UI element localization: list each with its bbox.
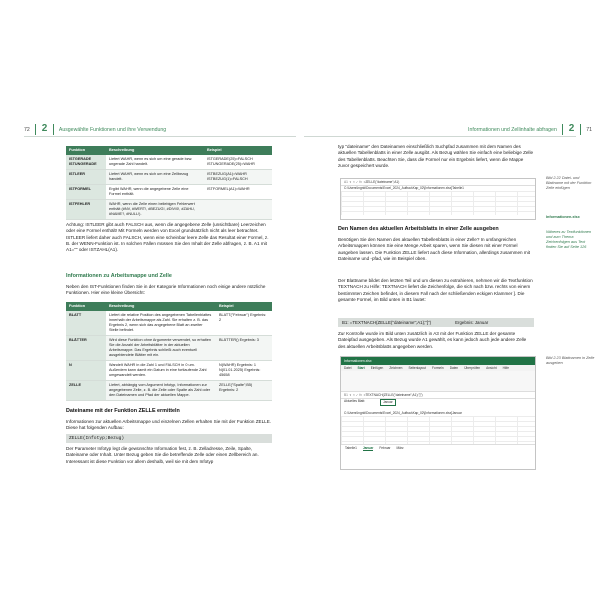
- menu-item-daten[interactable]: Daten: [449, 366, 459, 370]
- table-header: Beschreibung: [106, 146, 204, 155]
- cell-a1: Aktuelles Blatt:: [344, 399, 366, 403]
- formula-text: B1: =TEXTNACH(ZELLE("dateiname";A1);"]"): [342, 320, 432, 325]
- menu-item-zeichnen[interactable]: Zeichnen: [389, 366, 403, 370]
- menu-item-formeln[interactable]: Formeln: [431, 366, 444, 370]
- excel-screenshot-filename: [340, 178, 536, 220]
- cell-a3: C:\Users\Ingrid\Documents\Excel_2024_Aufbau\Kap_02\[Informationen.xlsx]Januar: [344, 411, 462, 415]
- menu-item-hilfe[interactable]: Hilfe: [502, 366, 509, 370]
- body-paragraph: Der Parameter Infotyp legt die gewünschte Information fest, z. B. Zelladresse, Zeile, Spalte, Dateiname oder Inhalt. Unter Bezug geben Sie die betreffende Zelle oder einen Zellbereich an. Interessant ist diese Funktion vor allem deshalb, weil sie mit dem Infotyp: [66, 446, 259, 464]
- formula-bar: B1 ▾ × ✓ fx =TEXTNACH(ZELLE("dateiname";A1);"]"): [341, 392, 535, 399]
- section-heading: Den Namen des aktuellen Arbeitsblatts in einer Zelle ausgeben: [338, 226, 499, 232]
- body-paragraph: Informationen zur aktuellen Arbeitsmappe und einzelnen Zellen erhalten Sie mit der Funktion ZELLE. Diese hat folgenden Aufbau:: [66, 419, 272, 431]
- body-paragraph: typ "dateiname" den Dateinamen einschließlich Suchpfad zusammen mit dem Namen des aktuellen Tabellenblatts in einer Zelle ausgibt. Als Bezug wählen Sie einfach eine beliebige Zelle des Tabellenblatts. Beachten Sie, dass die Formel nur ein Ergebnis liefert, wenn die Mappe zuvor gespeichert wurde.: [338, 144, 534, 168]
- right-running-header: [468, 123, 592, 135]
- figure-caption: Bild 2.22 Datei- und Blattname mit der Funktion Zelle einfügen: [546, 176, 592, 190]
- cross-reference-note: Näheres zu Textfunktionen und zum Thema Zeichenfolgen aus Text finden Sie auf Seite 126: [546, 230, 592, 249]
- excel-title-bar: Informationen.xlsx: [341, 357, 535, 365]
- excel-menu-bar: [341, 365, 535, 371]
- sheet-tab-tabelle1[interactable]: Tabelle1: [345, 446, 357, 450]
- formula-bar: A1 ▾ × ✓ fx =ZELLE("dateiname";A1): [341, 179, 535, 186]
- menu-item-ueberpruefen[interactable]: Überprüfen: [464, 366, 481, 370]
- left-chapter-number: 2: [41, 123, 48, 134]
- excel-ribbon: [341, 371, 535, 392]
- table-row: BLÄTTER Wird diese Funktion ohne Argumente verwendet, so erhalten Sie die Anzahl der Arbeitsblätter in der aktuellen Arbeitsmappe. Das Ergebnis schließt auch eventuell ausgeblendete Blätter mit ein. BLÄTTER() Ergebnis: 3: [66, 336, 272, 361]
- table-row: ISTGERADE ISTUNGERADE Liefert WAHR, wenn es sich um eine gerade bzw. ungerade Zahl handelt. ISTGERADE(25)=FALSCH ISTUNGERADE(25)=WAHR: [66, 155, 272, 170]
- right-page-number: 71: [586, 127, 592, 133]
- menu-item-einfuegen[interactable]: Einfügen: [370, 366, 384, 370]
- sheet-tabs: [341, 444, 535, 451]
- syntax-box: ZELLE(Infotyp;Bezug): [66, 434, 272, 443]
- sheet-tab-januar[interactable]: Januar: [362, 446, 374, 450]
- is-functions-table: [66, 146, 272, 220]
- menu-item-datei[interactable]: Datei: [344, 366, 352, 370]
- right-page: [300, 0, 600, 600]
- intro-paragraph: Neben den IST-Funktionen finden Sie in der Kategorie Informationen noch einige andere nützliche Funktionen. Hier eine kleine Übersicht:: [66, 284, 266, 296]
- cell-b1: Januar: [380, 399, 396, 406]
- formula-box: [338, 318, 534, 327]
- menu-item-ansicht[interactable]: Ansicht: [486, 366, 497, 370]
- table-header: Beispiel: [204, 146, 272, 155]
- sheet-tab-maerz[interactable]: März: [396, 446, 404, 450]
- menu-item-seitenlayout[interactable]: Seitenlayout: [408, 366, 426, 370]
- body-paragraph: Benötigen Sie den Namen des aktuellen Tabellenblatts in einer Zelle? In umfangreichen Arbeitsmappen können Sie eine Menge Arbeit sparen, wenn Sie diesen mit einer Formel ausgeben lassen. Die Funktion ZELLE liefert auch diese Information, allerdings zusammen mit Dateiname und -pfad, wie im Beispiel oben.: [338, 237, 531, 261]
- table-row: ISTFORMEL Ergibt WAHR, wenn die angegebene Zelle eine Formel enthält. ISTFORMEL(A1)=WAHR: [66, 185, 272, 200]
- note-paragraph: Achtung: ISTLEER gibt auch FALSCH aus, wenn die angegebene Zelle (unsichtbare) Leerzeichen oder eine Formel enthält! Mit Formeln werden von Excel grundsätzlich nicht als leer betrachtet. ISTLEER liefert daher auch FALSCH, wenn eine scheinbar leere Zelle das Resultat einer Formel, z. B. der WENN-Funktion ist. In solchen Fällen müssen Sie den Inhalt der Zelle abfragen, z. B. A1 mit A1="" oder ISTZAHL(A1).: [66, 222, 269, 253]
- cell-grid: [341, 416, 535, 444]
- left-running-header: [24, 123, 166, 135]
- sheet-tab-februar[interactable]: Februar: [379, 446, 391, 450]
- figure-caption: Bild 2.23 Blattnamen in Zelle ausgeben: [546, 356, 595, 365]
- table-row: BLATT Liefert die relative Position des angegebenen Tabellenblattes innerhalb der Arbeitsmappe als Zahl. Sie erhalten z. B. das Ergebnis 2, wenn sich das angegebene Blatt an zweiter Stelle befindet. BLATT("Februar") Ergebnis: 2: [66, 311, 272, 336]
- info-functions-table: [66, 302, 272, 401]
- cell-a1: C:\Users\Ingrid\Documents\Excel_2024_Aufbau\Kap_02\[Informationen.xlsx]Tabelle1: [344, 186, 464, 190]
- table-header: Funktion: [66, 302, 106, 311]
- excel-screenshot-sheetname: [340, 356, 536, 470]
- body-paragraph: Zur Kontrolle wurde im Bild unten zusätzlich in A3 mit der Funktion ZELLE der gesamte Dateipfad ausgegeben. Als Bezug wurde A1 gewählt, es kann jedoch auch jede andere Zelle des aktuellen Arbeitsblatts angegeben werden.: [338, 331, 527, 349]
- table-header: Funktion: [66, 146, 106, 155]
- row-1: [341, 399, 535, 406]
- body-paragraph: Der Blattname bildet den letzten Teil und um diesen zu extrahieren, nehmen wir die Textfunktion TEXTNACH zu Hilfe: TEXTNACH liefert die Zeichenfolge, die sich nach bzw. rechts von einem bestimmten Zeichen befindet, in diesem Fall nach der schließenden eckigen Klammer ]. Die gesamte Formel, im Bild unten in B1 lautet:: [338, 278, 533, 302]
- table-header: Beispiel: [216, 302, 272, 311]
- right-header-title: Informationen und Zellinhalte abfragen: [468, 127, 557, 133]
- left-page-number: 72: [24, 127, 30, 133]
- table-row: ISTFEHLER WAHR, wenn die Zelle einen beliebigen Fehlerwert enthält (#NV, #WERT!, #BEZUG!, #DIV/0!, #ZAHL!, #NAME?, #NULL!).: [66, 200, 272, 220]
- right-chapter-number: 2: [568, 123, 575, 134]
- table-row: N Wandelt WAHR in die Zahl 1 und FALSCH in 0 um. Außerdem kann damit ein Datum in eine fortlaufende Zahl umgewandelt werden. N(WAHR) Ergebnis: 1 N(01.01.2025) Ergebnis: 45658: [66, 361, 272, 381]
- section-heading: Dateiname mit der Funktion ZELLE ermitteln: [66, 408, 180, 414]
- table-row: ISTLEER Liefert WAHR, wenn es sich um eine Zellbezug handelt. ISTBEZUG(A1)=WAHR ISTBEZUG(1)=FALSCH: [66, 170, 272, 185]
- table-header: Beschreibung: [106, 302, 216, 311]
- example-file-note: Informationen.xlsx: [546, 215, 580, 219]
- section-heading: Informationen zu Arbeitsmappe und Zelle: [66, 273, 172, 279]
- menu-item-start[interactable]: Start: [357, 366, 365, 370]
- table-row: ZELLE Liefert, abhängig vom Argument Infotyp, Informationen zur angegebenen Zelle, z. B. die Zelle oder Spalte als Zahl oder den Dateinamen und Pfad der aktuellen Mappe. ZELLE("Spalte";B5) Ergebnis: 2: [66, 381, 272, 401]
- cell-grid: [341, 191, 535, 215]
- formula-result: Ergebnis: Januar: [455, 320, 489, 325]
- left-header-title: Ausgewählte Funktionen und ihre Verwendung: [58, 127, 167, 133]
